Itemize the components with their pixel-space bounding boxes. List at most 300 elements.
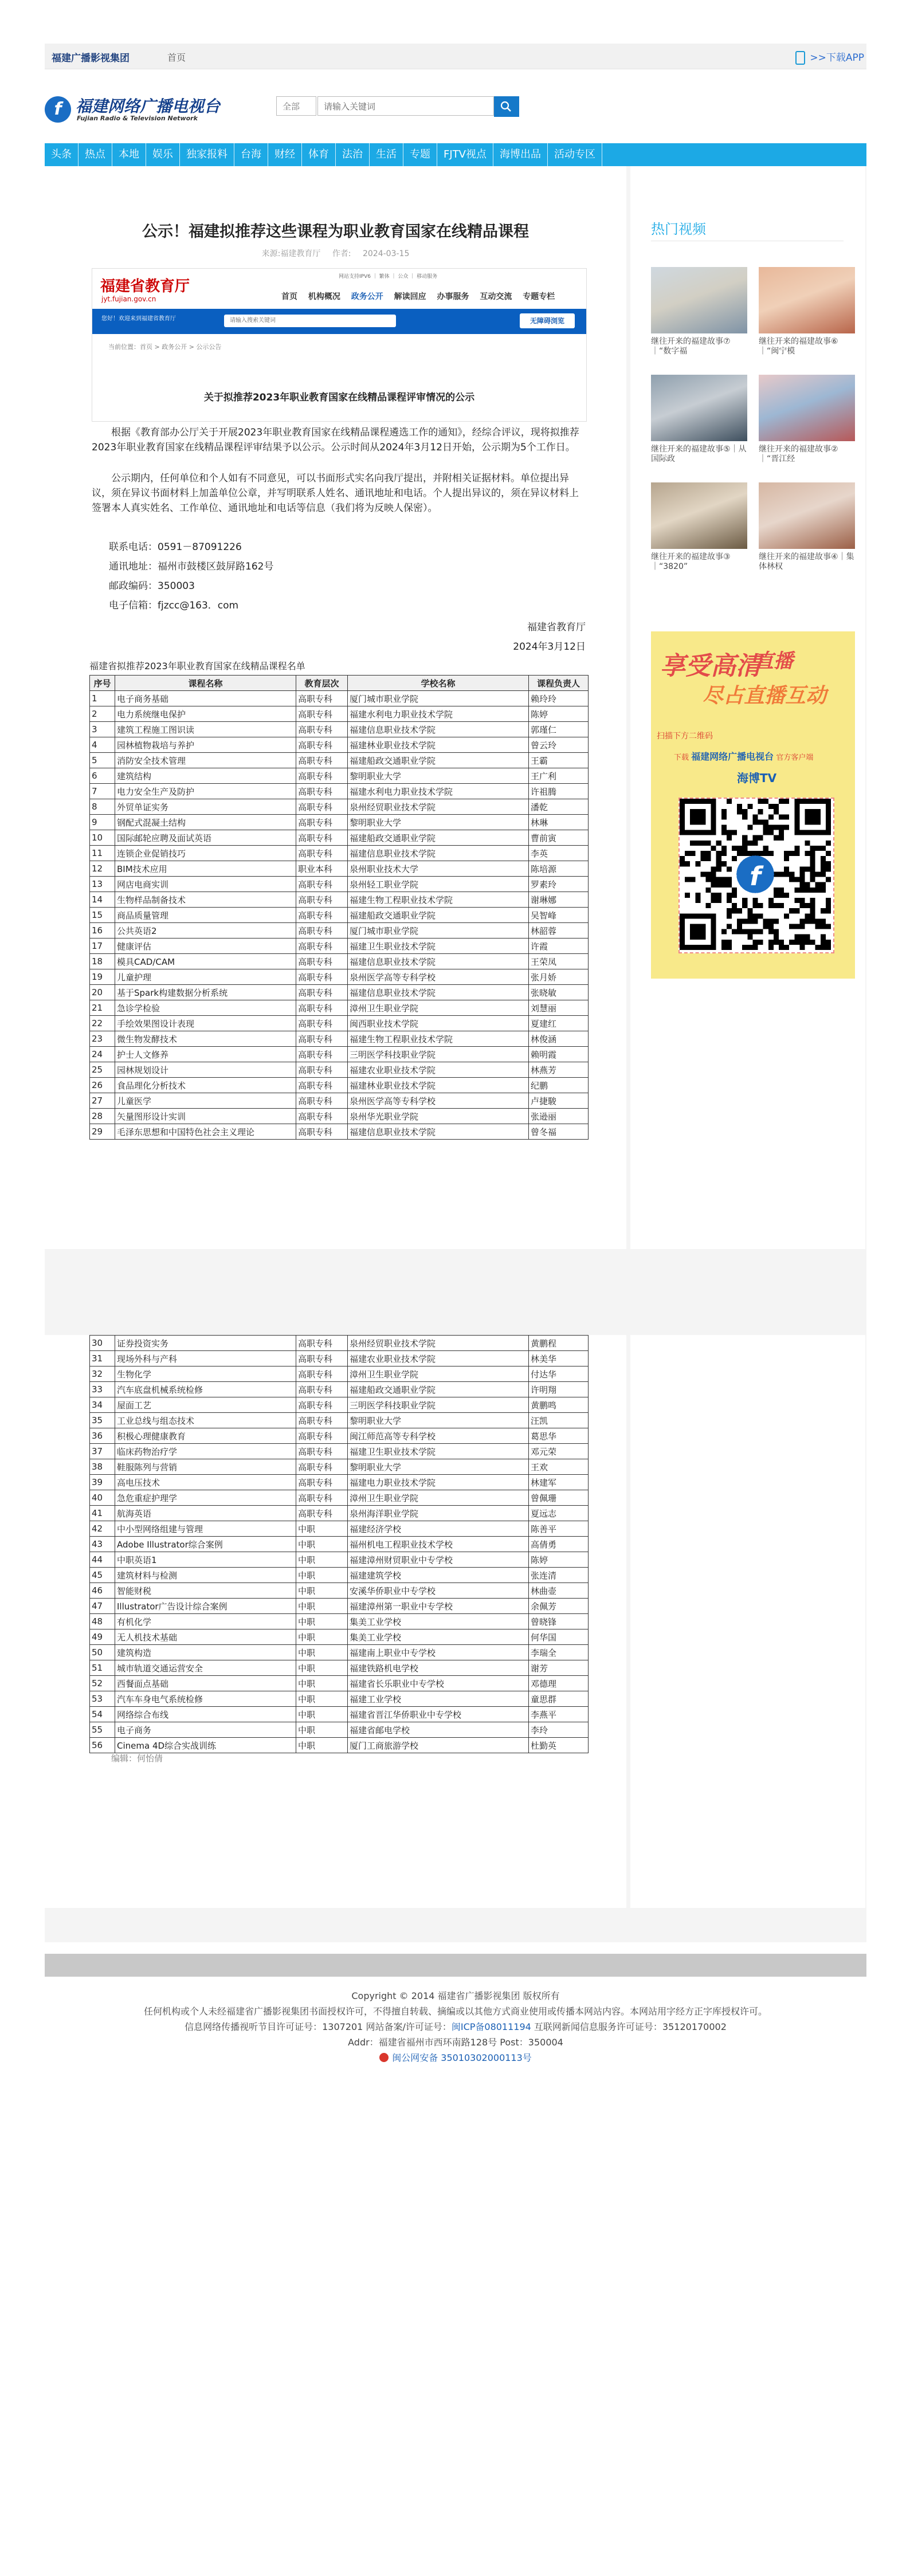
table-cell: 邓德理 (529, 1676, 589, 1691)
table-cell: 高职专科 (296, 722, 348, 737)
table-cell: 高职专科 (296, 830, 348, 846)
table-cell: 林琳 (529, 815, 589, 830)
table-cell: 公共英语2 (115, 923, 296, 938)
table-cell: 微生物发酵技术 (115, 1031, 296, 1047)
table-cell: 网络综合布线 (115, 1707, 296, 1722)
main-nav (45, 143, 866, 166)
table-cell: 高电压技术 (115, 1475, 296, 1490)
table-cell: 福建信息职业技术学院 (348, 954, 529, 969)
table-cell: 6 (90, 768, 115, 784)
video-thumbnail[interactable] (759, 375, 855, 441)
table-cell: 45 (90, 1568, 115, 1583)
video-caption[interactable]: 继往开来的福建故事⑤｜从国际政 (651, 445, 747, 464)
table-cell: 钢配式混凝土结构 (115, 815, 296, 830)
doc-menu-item: 政务公开 (351, 292, 383, 301)
table-row (90, 1506, 589, 1521)
nav-item[interactable]: FJTV视点 (437, 143, 493, 166)
table-cell: 郭瑾仁 (529, 722, 589, 737)
video-caption[interactable]: 继往开来的福建故事④｜集体林权 (759, 552, 854, 571)
table-cell: 漳州卫生职业学院 (348, 1490, 529, 1506)
police-record[interactable] (45, 2050, 866, 2065)
table-cell: 30 (90, 1336, 115, 1351)
table-row (90, 706, 589, 722)
table-row (90, 691, 589, 706)
table-cell: 曾云玲 (529, 737, 589, 753)
table-cell: 13 (90, 877, 115, 892)
table-cell: 黄鹏鸣 (529, 1397, 589, 1413)
table-row (90, 1031, 589, 1047)
search-input[interactable]: 请输入关键词 (317, 96, 494, 116)
table-cell: 福建林业职业技术学院 (348, 1078, 529, 1093)
table-cell: 手绘效果图设计表现 (115, 1016, 296, 1031)
table-cell: 厦门城市职业学院 (348, 691, 529, 706)
table-cell: 王霸 (529, 753, 589, 768)
table-cell: 何华国 (529, 1629, 589, 1645)
table-cell: 三明医学科技职业学院 (348, 1397, 529, 1413)
nav-item[interactable]: 独家报料 (180, 143, 234, 166)
table-cell: 高职专科 (296, 1444, 348, 1459)
article-date: 2024-03-15 (362, 249, 410, 258)
table-cell: 急诊学检验 (115, 1000, 296, 1016)
table-cell: 中职 (296, 1707, 348, 1722)
table-row (90, 1475, 589, 1490)
footer-address: Addr：福建省福州市西环南路128号 Post：350004 (348, 2037, 563, 2048)
svg-text:f: f (750, 861, 761, 892)
doc-menu-item: 办事服务 (437, 292, 469, 301)
table-cell: 福建农业职业技术学院 (348, 1351, 529, 1366)
table-cell: 中职 (296, 1676, 348, 1691)
nav-item[interactable]: 活动专区 (548, 143, 602, 166)
table-cell: 矢量图形设计实训 (115, 1109, 296, 1124)
nav-item[interactable]: 生活 (370, 143, 403, 166)
table-cell: 32 (90, 1366, 115, 1382)
table-cell: 福建信息职业技术学院 (348, 846, 529, 861)
document-screenshot (92, 268, 587, 422)
table-cell: 高职专科 (296, 969, 348, 985)
ad-download-word: 下载 (674, 753, 689, 762)
table-title: 福建省拟推荐2023年职业教育国家在线精品课程名单 (89, 661, 305, 672)
table-row (90, 1707, 589, 1722)
table-row (90, 1583, 589, 1599)
table-cell: 林建军 (529, 1475, 589, 1490)
table-header-cell: 课程负责人 (529, 676, 589, 691)
table-cell: 生物化学 (115, 1366, 296, 1382)
table-cell: BIM技术应用 (115, 861, 296, 877)
video-item[interactable] (651, 267, 747, 356)
table-cell: 33 (90, 1382, 115, 1397)
table-row (90, 1537, 589, 1552)
video-item[interactable] (759, 267, 855, 356)
table-cell: 食品理化分析技术 (115, 1078, 296, 1093)
logo-cn: 福建网络广播电视台 (76, 97, 221, 116)
table-cell: 高倩勇 (529, 1537, 589, 1552)
table-cell: 55 (90, 1722, 115, 1738)
table-cell: 泉州海洋职业学院 (348, 1506, 529, 1521)
table-cell: 高职专科 (296, 1124, 348, 1140)
table-cell: 卢捷駿 (529, 1093, 589, 1109)
footer-bar (45, 1954, 866, 1977)
site-logo[interactable] (45, 93, 221, 127)
table-cell: 汽车车身电气系统检修 (115, 1691, 296, 1707)
table-cell: 高职专科 (296, 985, 348, 1000)
nav-item[interactable]: 本地 (112, 143, 146, 166)
table-cell: 高职专科 (296, 1366, 348, 1382)
table-row (90, 1078, 589, 1093)
table-cell: 高职专科 (296, 784, 348, 799)
table-cell: 建筑工程施工图识读 (115, 722, 296, 737)
table-cell: 张晓敏 (529, 985, 589, 1000)
table-cell: 漳州卫生职业学院 (348, 1366, 529, 1382)
table-cell: 林曲壶 (529, 1583, 589, 1599)
table-cell: 41 (90, 1506, 115, 1521)
table-cell: 西餐面点基础 (115, 1676, 296, 1691)
table-cell: 集美工业学校 (348, 1629, 529, 1645)
table-cell: 集美工业学校 (348, 1614, 529, 1629)
table-cell: 赖玲玲 (529, 691, 589, 706)
download-app-link[interactable] (795, 49, 864, 65)
site-header (45, 86, 866, 132)
table-cell: 中职 (296, 1738, 348, 1753)
table-cell: 高职专科 (296, 753, 348, 768)
table-cell: 许明翔 (529, 1382, 589, 1397)
nav-item[interactable]: 法治 (336, 143, 370, 166)
table-cell: 2 (90, 706, 115, 722)
table-cell: 高职专科 (296, 1336, 348, 1351)
phone-icon (795, 51, 805, 65)
group-logo[interactable]: 福建广播影视集团 (52, 53, 130, 64)
download-app-label: >>下载APP (810, 52, 864, 64)
table-row (90, 737, 589, 753)
table-cell: 曾佩珊 (529, 1490, 589, 1506)
table-row (90, 1382, 589, 1397)
table-cell: 福建电力职业技术学院 (348, 1475, 529, 1490)
video-item[interactable] (759, 482, 855, 572)
table-cell: 44 (90, 1552, 115, 1568)
table-cell: 邓元荣 (529, 1444, 589, 1459)
table-cell: 电力系统继电保护 (115, 706, 296, 722)
hot-videos-title: 热门视频 (651, 221, 706, 237)
table-cell: 林燕芳 (529, 1062, 589, 1078)
doc-menu-item: 首页 (281, 292, 297, 301)
table-cell: 46 (90, 1583, 115, 1599)
table-cell: 生物样品制备技术 (115, 892, 296, 908)
table-cell: 50 (90, 1645, 115, 1660)
nav-item[interactable]: 头条 (45, 143, 79, 166)
video-thumbnail[interactable] (651, 375, 747, 441)
table-row (90, 1552, 589, 1568)
home-link[interactable]: 首页 (167, 52, 186, 63)
table-cell: 陈善平 (529, 1521, 589, 1537)
video-caption[interactable]: 继往开来的福建故事⑥｜“闽宁模 (759, 337, 838, 356)
table-cell: 智能财税 (115, 1583, 296, 1599)
table-cell: 汽车底盘机械系统检修 (115, 1382, 296, 1397)
table-cell: 高职专科 (296, 1382, 348, 1397)
table-row (90, 1676, 589, 1691)
table-cell: 谢琳娜 (529, 892, 589, 908)
table-cell: 37 (90, 1444, 115, 1459)
table-row (90, 1397, 589, 1413)
table-cell: 54 (90, 1707, 115, 1722)
table-row (90, 1444, 589, 1459)
video-item[interactable] (651, 375, 747, 464)
table-cell: 福建建筑学校 (348, 1568, 529, 1583)
table-cell: 16 (90, 923, 115, 938)
nav-item[interactable]: 专题 (403, 143, 437, 166)
video-caption[interactable]: 继往开来的福建故事③｜“3820” (651, 552, 731, 571)
video-caption[interactable]: 继往开来的福建故事⑦｜“数字福 (651, 337, 731, 356)
article-meta (45, 248, 626, 259)
table-row (90, 1366, 589, 1382)
contact-info (109, 537, 273, 615)
table-cell: 泉州职业技术大学 (348, 861, 529, 877)
license-text: 信息网络传播视听节目许可证号：1307201 网站备案/许可证号： (185, 2021, 452, 2032)
table-cell: 李燕平 (529, 1707, 589, 1722)
signature (513, 618, 586, 657)
table-cell: 高职专科 (296, 938, 348, 954)
table-cell: 高职专科 (296, 1459, 348, 1475)
table-cell: 现场外科与产科 (115, 1351, 296, 1366)
table-cell: 29 (90, 1124, 115, 1140)
logo-icon: f (45, 96, 71, 123)
table-cell: 高职专科 (296, 908, 348, 923)
table-cell: 林俊涵 (529, 1031, 589, 1047)
table-cell: 25 (90, 1062, 115, 1078)
table-cell: 曾晓锋 (529, 1614, 589, 1629)
table-row (90, 1599, 589, 1614)
table-cell: 黄鹏程 (529, 1336, 589, 1351)
signer: 福建省教育厅 (527, 622, 586, 633)
icp-link[interactable]: 闽ICP备08011194 (451, 2021, 531, 2032)
table-cell: 42 (90, 1521, 115, 1537)
table-cell: 园林规划设计 (115, 1062, 296, 1078)
table-cell: 23 (90, 1031, 115, 1047)
table-cell: 高职专科 (296, 846, 348, 861)
ad-headline-3: 尽占直播互动 (703, 684, 827, 708)
table-cell: 福建漳州财贸职业中专学校 (348, 1552, 529, 1568)
table-cell: 王广利 (529, 768, 589, 784)
nav-item[interactable]: 娱乐 (146, 143, 180, 166)
table-cell: 福建工业学校 (348, 1691, 529, 1707)
sign-date: 2024年3月12日 (513, 641, 586, 653)
table-cell: 罗素玲 (529, 877, 589, 892)
table-cell: 21 (90, 1000, 115, 1016)
table-cell: 5 (90, 753, 115, 768)
police-record-link: 闽公网安备 35010302000113号 (392, 2052, 532, 2063)
table-cell: 福建省晋江华侨职业中专学校 (348, 1707, 529, 1722)
table-cell: 网店电商实训 (115, 877, 296, 892)
table-cell: 厦门城市职业学院 (348, 923, 529, 938)
table-row (90, 938, 589, 954)
table-cell: 葛思华 (529, 1428, 589, 1444)
video-thumbnail[interactable] (759, 482, 855, 549)
table-row (90, 908, 589, 923)
table-cell: 高职专科 (296, 1062, 348, 1078)
table-cell: 15 (90, 908, 115, 923)
video-thumbnail[interactable] (759, 267, 855, 333)
table-cell: 中小型网络组建与管理 (115, 1521, 296, 1537)
table-cell: 儿童护理 (115, 969, 296, 985)
table-header-cell: 学校名称 (348, 676, 529, 691)
table-cell: 电子商务基础 (115, 691, 296, 706)
article-paragraph-2 (92, 471, 586, 516)
nav-item[interactable]: 热点 (79, 143, 112, 166)
contact-postcode: 邮政编码：350003 (109, 580, 195, 592)
table-row (90, 1109, 589, 1124)
table-cell: 中职 (296, 1537, 348, 1552)
video-thumbnail[interactable] (651, 482, 747, 549)
table-cell: 高职专科 (296, 1093, 348, 1109)
table-cell: 许祖腾 (529, 784, 589, 799)
table-header-cell: 教育层次 (296, 676, 348, 691)
table-cell: 7 (90, 784, 115, 799)
doc-brand: 福建省教育厅 (100, 278, 190, 295)
table-cell: 高职专科 (296, 737, 348, 753)
table-cell: 曾冬福 (529, 1124, 589, 1140)
table-cell: 模具CAD/CAM (115, 954, 296, 969)
table-row (90, 799, 589, 815)
table-cell: 福建漳州第一职业中专学校 (348, 1599, 529, 1614)
table-cell: 中职 (296, 1583, 348, 1599)
nav-item[interactable]: 体育 (302, 143, 336, 166)
search-scope-select[interactable]: 全部 (276, 96, 316, 116)
doc-breadcrumb: 当前位置：首页 > 政务公开 > 公示公告 (108, 343, 222, 351)
table-row (90, 1047, 589, 1062)
police-badge-icon (379, 2053, 389, 2062)
table-cell: 中职 (296, 1660, 348, 1676)
search-icon (500, 101, 512, 112)
nav-item[interactable]: 财经 (268, 143, 302, 166)
doc-menu-item: 机构概况 (308, 292, 340, 301)
table-cell: 安溪华侨职业中专学校 (348, 1583, 529, 1599)
table-cell: 中职 (296, 1521, 348, 1537)
table-cell: 夏远志 (529, 1506, 589, 1521)
doc-search-box: 请输入搜索关键词 (224, 315, 396, 327)
top-bar (45, 44, 866, 69)
article-paragraph-1 (92, 425, 586, 455)
table-cell: 19 (90, 969, 115, 985)
table-cell: 童思群 (529, 1691, 589, 1707)
table-cell: 高职专科 (296, 799, 348, 815)
news-license: 互联网新闻信息服务许可证号：35120170002 (531, 2021, 727, 2032)
app-download-ad[interactable] (651, 631, 855, 979)
table-cell: 48 (90, 1614, 115, 1629)
video-item[interactable] (759, 375, 855, 464)
table-cell: 福建水利电力职业技术学院 (348, 784, 529, 799)
table-cell: 黎明职业大学 (348, 1413, 529, 1428)
table-cell: 中职英语1 (115, 1552, 296, 1568)
video-thumbnail[interactable] (651, 267, 747, 333)
table-row (90, 1016, 589, 1031)
table-cell: 电力安全生产及防护 (115, 784, 296, 799)
table-cell: 高职专科 (296, 923, 348, 938)
search-button[interactable] (494, 96, 519, 117)
nav-item[interactable]: 台海 (234, 143, 268, 166)
qr-code (678, 798, 834, 953)
table-cell: 40 (90, 1490, 115, 1506)
article-author: 作者: (332, 249, 351, 258)
table-cell: 10 (90, 830, 115, 846)
table-cell: 53 (90, 1691, 115, 1707)
table-cell: 17 (90, 938, 115, 954)
table-cell: 27 (90, 1093, 115, 1109)
nav-item[interactable]: 海博出品 (493, 143, 548, 166)
ad-tv-brand: 海博TV (737, 771, 777, 785)
table-cell: 福建船政交通职业学院 (348, 753, 529, 768)
table-cell: 漳州卫生职业学院 (348, 1000, 529, 1016)
contact-email: 电子信箱：fjzcc@163．com (109, 600, 239, 611)
table-cell: 刘慧丽 (529, 1000, 589, 1016)
table-row (90, 1000, 589, 1016)
table-row (90, 1490, 589, 1506)
table-cell: 22 (90, 1016, 115, 1031)
table-cell: 高职专科 (296, 1031, 348, 1047)
ad-scan-text: 扫描下方二维码 (657, 732, 713, 741)
table-cell: 39 (90, 1475, 115, 1490)
table-cell: 福建生物工程职业技术学院 (348, 1031, 529, 1047)
table-row (90, 861, 589, 877)
table-cell: 福建南上职业中专学校 (348, 1645, 529, 1660)
article-source: 来源:福建教育厅 (261, 249, 321, 258)
table-row (90, 1645, 589, 1660)
article-title: 公示！福建拟推荐这些课程为职业教育国家在线精品课程 (142, 223, 529, 241)
table-cell: 无人机技术基础 (115, 1629, 296, 1645)
table-cell: 福建经济学校 (348, 1521, 529, 1537)
footer-license (45, 2019, 866, 2035)
video-item[interactable] (651, 482, 747, 572)
table-cell: 中职 (296, 1614, 348, 1629)
table-cell: 38 (90, 1459, 115, 1475)
table-cell: 建筑构造 (115, 1645, 296, 1660)
table-row (90, 1336, 589, 1351)
table-row (90, 1062, 589, 1078)
course-table-continued (89, 1335, 589, 1753)
copyright: Copyright © 2014 福建省广播影视集团 版权所有 (351, 1990, 560, 2001)
table-cell: 建筑材料与检测 (115, 1568, 296, 1583)
table-row (90, 830, 589, 846)
table-cell: 黎明职业大学 (348, 768, 529, 784)
table-cell: 11 (90, 846, 115, 861)
table-cell: 14 (90, 892, 115, 908)
table-cell: 毛泽东思想和中国特色社会主义理论 (115, 1124, 296, 1140)
table-cell: 证券投资实务 (115, 1336, 296, 1351)
table-cell: 杜勤英 (529, 1738, 589, 1753)
table-row (90, 923, 589, 938)
table-cell: 高职专科 (296, 1506, 348, 1521)
table-cell: 福建信息职业技术学院 (348, 1124, 529, 1140)
table-row (90, 954, 589, 969)
logo-en: Fujian Radio & Television Network (77, 115, 198, 122)
table-cell: 高职专科 (296, 768, 348, 784)
video-caption[interactable]: 继往开来的福建故事②｜“晋江经 (759, 445, 838, 464)
table-cell: 泉州轻工职业学院 (348, 877, 529, 892)
table-cell: 中职 (296, 1645, 348, 1660)
table-cell: 福建船政交通职业学院 (348, 830, 529, 846)
table-cell: 高职专科 (296, 691, 348, 706)
table-row (90, 1568, 589, 1583)
qr-code-icon (680, 799, 831, 950)
table-cell: 余佩芳 (529, 1599, 589, 1614)
table-row (90, 1459, 589, 1475)
doc-top-links: 网站支持IPV6 ｜ 繁体 ｜ 公众 ｜ 移动服务 (339, 274, 438, 280)
table-cell: 福建船政交通职业学院 (348, 1382, 529, 1397)
table-cell: 谢芳 (529, 1660, 589, 1676)
table-cell: 福州机电工程职业技术学校 (348, 1537, 529, 1552)
table-cell: 李瑞全 (529, 1645, 589, 1660)
table-cell: 陈婷 (529, 1552, 589, 1568)
table-cell: 园林植物栽培与养护 (115, 737, 296, 753)
paragraph-text: 根据《教育部办公厅关于开展2023年职业教育国家在线精品课程遴选工作的通知》，经综合评议，现将拟推荐2023年职业教育国家在线精品课程评审结果予以公示。公示时间从2024年3月12日开始，公示期为5个工作日。 (92, 427, 579, 453)
table-cell: 潘乾 (529, 799, 589, 815)
